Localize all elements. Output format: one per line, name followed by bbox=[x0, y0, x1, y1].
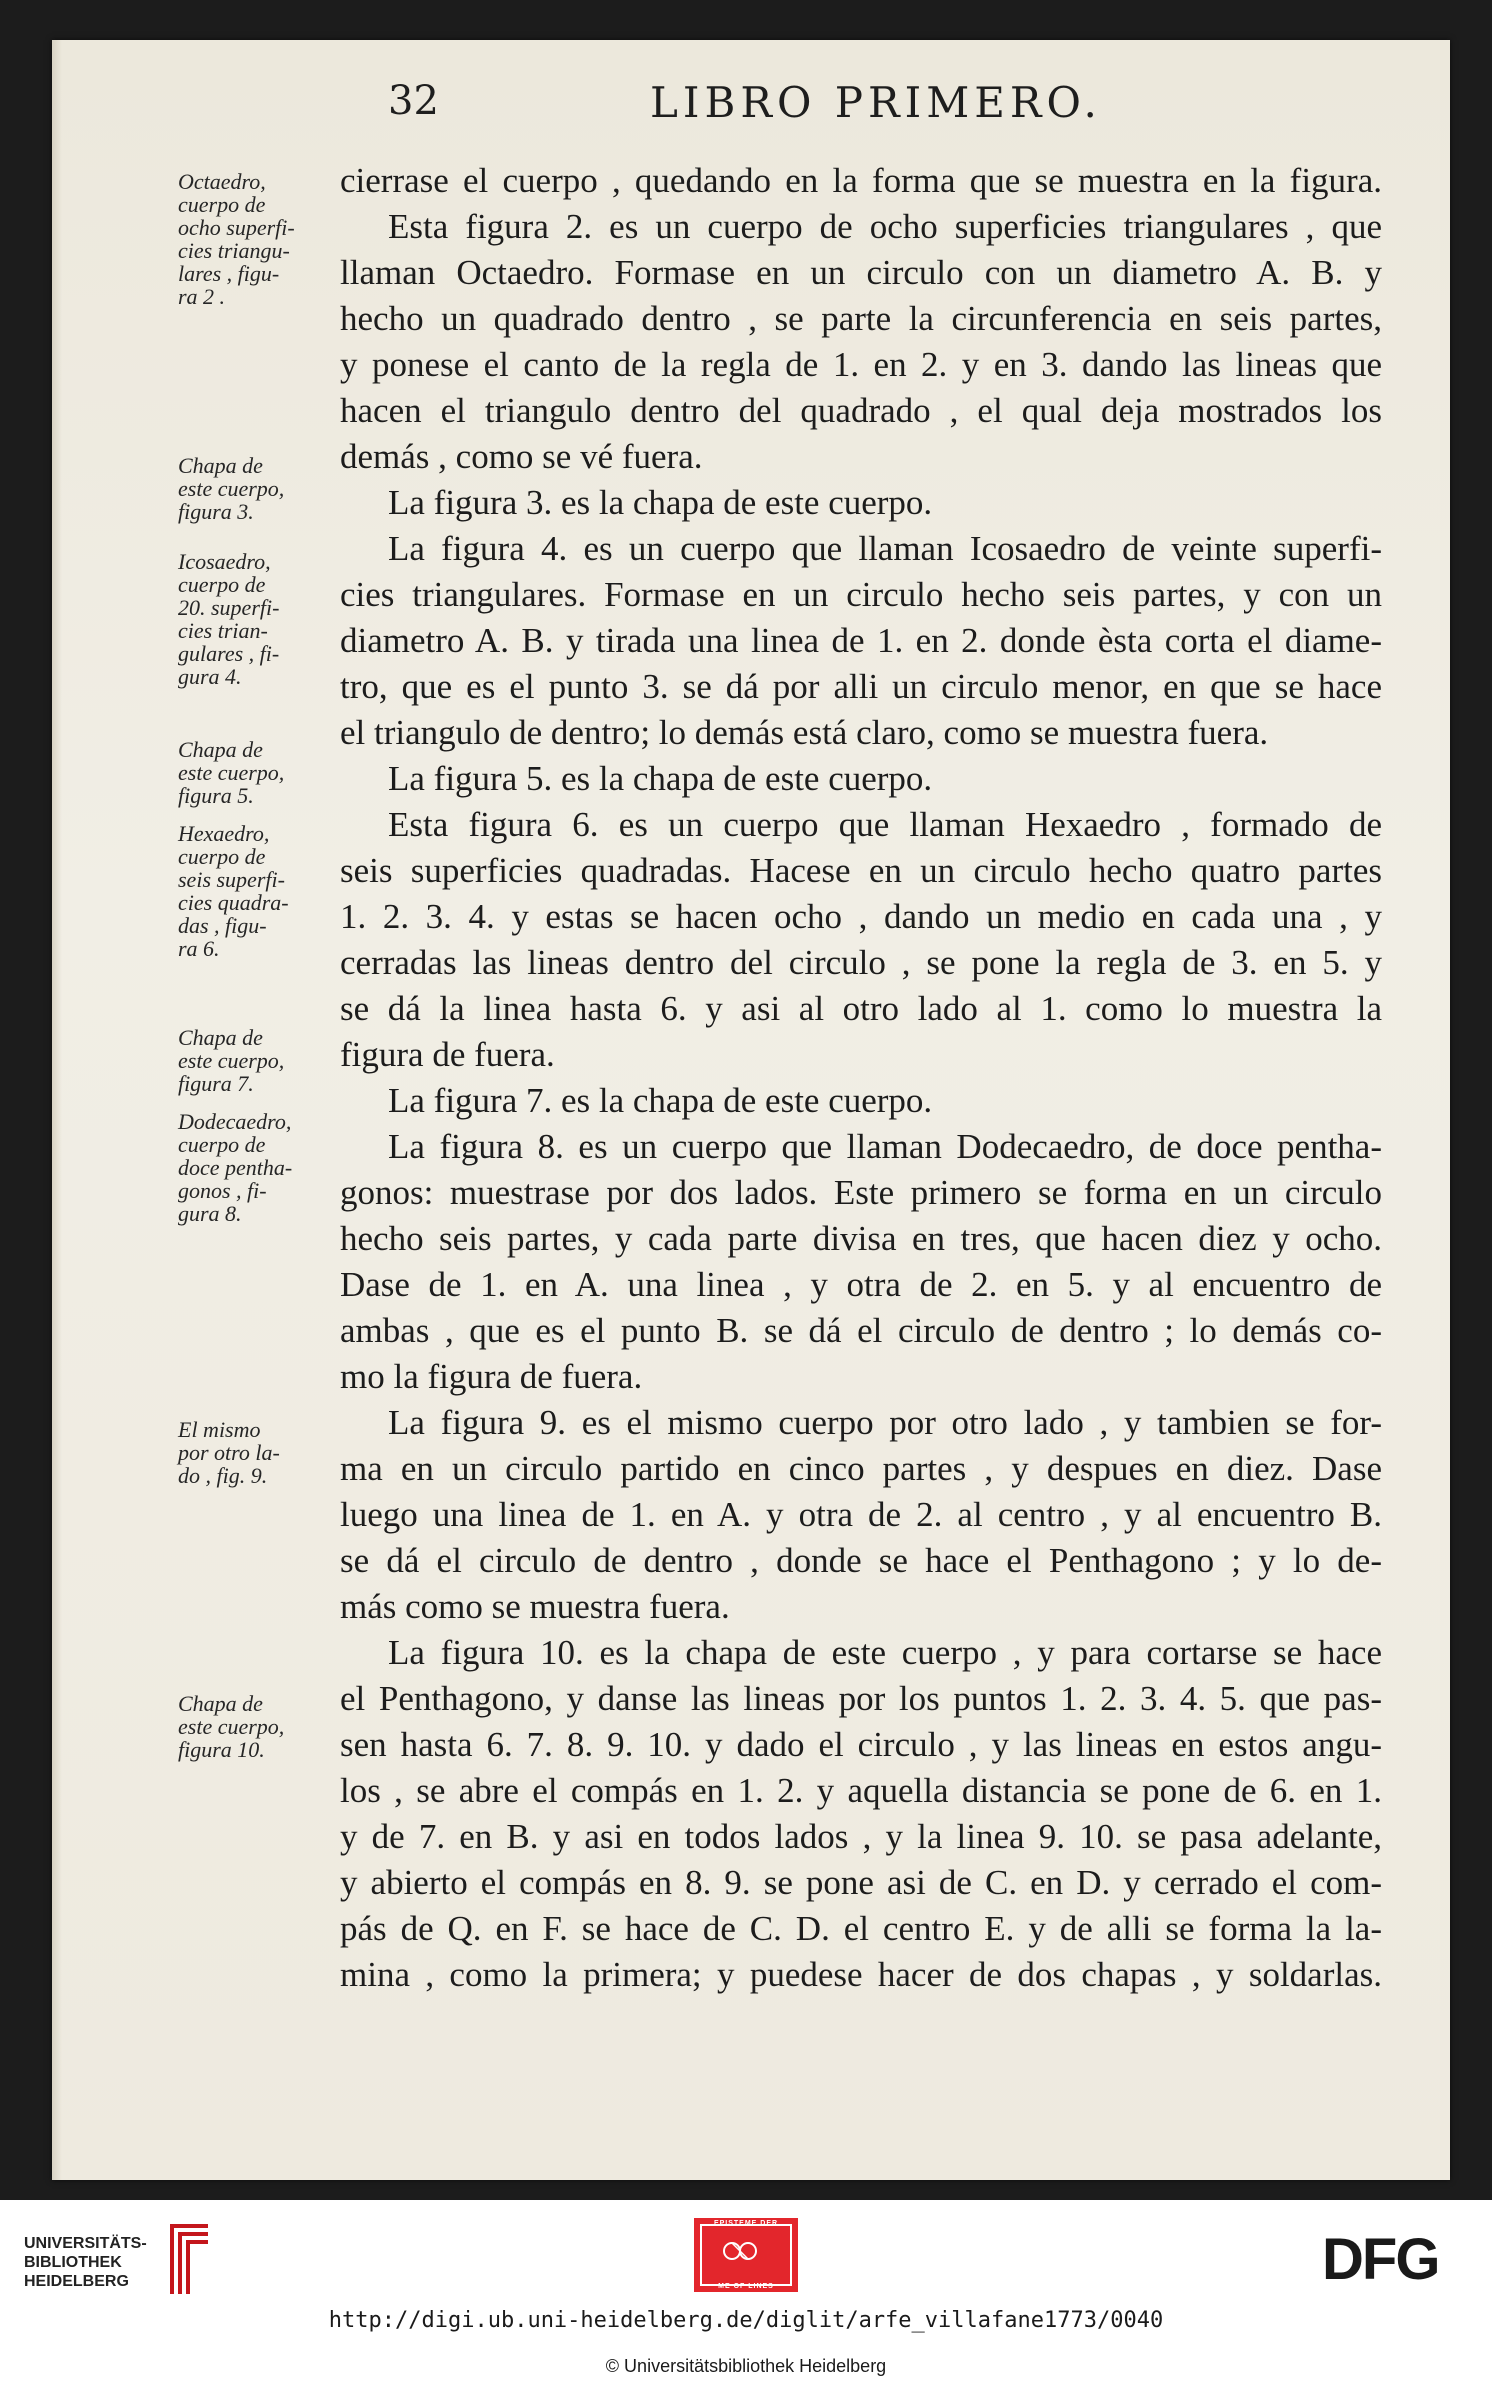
margin-note-chapa-7 bbox=[178, 1026, 324, 1095]
body-line: La figura 5. es la chapa de este cuerpo. bbox=[388, 759, 933, 798]
margin-note-mismo-otro-lado bbox=[178, 1418, 324, 1487]
margin-note-line: cies triangu- bbox=[178, 238, 290, 263]
page-number: 32 bbox=[388, 78, 439, 124]
body-line: La figura 7. es la chapa de este cuerpo. bbox=[388, 1081, 933, 1120]
margin-note-line: Dodecaedro, bbox=[178, 1109, 292, 1134]
margin-note-line: cies quadra- bbox=[178, 890, 289, 915]
margin-note-chapa-5 bbox=[178, 738, 324, 807]
body-line: más como se muestra fuera. bbox=[340, 1587, 730, 1626]
margin-note-line: este cuerpo, bbox=[178, 1048, 285, 1073]
body-line: tro, que es el punto 3. se dá por alli un circulo menor, en que se hace bbox=[340, 667, 1382, 706]
body-line: cies triangulares. Formase en un circulo hecho seis partes, y con un bbox=[340, 575, 1382, 614]
margin-note-icosaedro bbox=[178, 550, 324, 688]
body-line: cerradas las lineas dentro del circulo , se pone la regla de 3. en 5. y bbox=[340, 943, 1382, 982]
body-line: hecho un quadrado dentro , se parte la circunferencia en seis partes, bbox=[340, 299, 1382, 338]
page-gutter-shadow bbox=[52, 40, 62, 2180]
margin-note-line: Chapa de bbox=[178, 737, 263, 762]
body-line: Esta figura 2. es un cuerpo de ocho superficies triangulares , que bbox=[388, 207, 1382, 246]
margin-note-chapa-10 bbox=[178, 1692, 324, 1761]
body-line: La figura 4. es un cuerpo que llaman Icosaedro de veinte superfi- bbox=[388, 529, 1382, 568]
margin-note-line: doce pentha- bbox=[178, 1155, 293, 1180]
margin-note-octaedro bbox=[178, 170, 324, 308]
body-line: y ponese el canto de la regla de 1. en 2. y en 3. dando las lineas que bbox=[340, 345, 1382, 384]
episteme-emblem-icon bbox=[722, 2236, 758, 2266]
margin-note-line: El mismo bbox=[178, 1417, 261, 1442]
margin-note-line: das , figu- bbox=[178, 913, 267, 938]
margin-note-line: gulares , fi- bbox=[178, 641, 280, 666]
copyright-notice: © Universitätsbibliothek Heidelberg bbox=[605, 2356, 887, 2376]
running-title: LIBRO PRIMERO. bbox=[650, 78, 1102, 127]
episteme-logo-bottom-text: ME OF LINES bbox=[718, 2283, 774, 2290]
university-name bbox=[24, 2234, 147, 2291]
margin-note-line: seis superfi- bbox=[178, 867, 285, 892]
body-line: seis superficies quadradas. Hacese en un circulo hecho quatro partes bbox=[340, 851, 1382, 890]
body-line: Dase de 1. en A. una linea , y otra de 2. en 5. y al encuentro de bbox=[340, 1265, 1382, 1304]
body-line: llaman Octaedro. Formase en un circulo con un diametro A. B. y bbox=[340, 253, 1382, 292]
body-line: gonos: muestrase por dos lados. Este primero se forma en un circulo bbox=[340, 1173, 1382, 1212]
margin-note-line: gura 8. bbox=[178, 1201, 242, 1226]
university-mark-icon bbox=[166, 2216, 214, 2296]
margin-note-line: Chapa de bbox=[178, 1691, 263, 1716]
margin-note-line: este cuerpo, bbox=[178, 760, 285, 785]
body-line: hacen el triangulo dentro del quadrado , el qual deja mostrados los bbox=[340, 391, 1382, 430]
body-line: ambas , que es el punto B. se dá el circulo de dentro ; lo demás co- bbox=[340, 1311, 1382, 1350]
body-line: pás de Q. en F. se hace de C. D. el centro E. y de alli se forma la la- bbox=[340, 1909, 1382, 1948]
body-line: se dá la linea hasta 6. y asi al otro lado al 1. como lo muestra la bbox=[340, 989, 1382, 1028]
margin-note-line: ra 2 . bbox=[178, 284, 226, 309]
margin-note-line: este cuerpo, bbox=[178, 476, 285, 501]
margin-note-line: cuerpo de bbox=[178, 192, 266, 217]
margin-note-line: ra 6. bbox=[178, 936, 220, 961]
university-name-line: HEIDELBERG bbox=[24, 2273, 129, 2290]
margin-note-chapa-3 bbox=[178, 454, 324, 523]
university-library-logo[interactable] bbox=[24, 2216, 214, 2306]
margin-note-line: figura 7. bbox=[178, 1071, 254, 1096]
body-line: hecho seis partes, y cada parte divisa en tres, que hacen diez y ocho. bbox=[340, 1219, 1382, 1258]
margin-note-line: lares , figu- bbox=[178, 261, 280, 286]
margin-note-line: este cuerpo, bbox=[178, 1714, 285, 1739]
university-name-line: UNIVERSITÄTS- bbox=[24, 2235, 147, 2252]
margin-note-line: cuerpo de bbox=[178, 572, 266, 597]
body-line: mo la figura de fuera. bbox=[340, 1357, 643, 1396]
margin-note-line: cuerpo de bbox=[178, 1132, 266, 1157]
margin-note-line: figura 3. bbox=[178, 499, 254, 524]
margin-note-line: por otro la- bbox=[178, 1440, 280, 1465]
body-line: cierrase el cuerpo , quedando en la forma que se muestra en la figura. bbox=[340, 161, 1382, 200]
margin-note-line: gonos , fi- bbox=[178, 1178, 267, 1203]
margin-note-line: Octaedro, bbox=[178, 169, 266, 194]
body-line: el Penthagono, y danse las lineas por los puntos 1. 2. 3. 4. 5. que pas- bbox=[340, 1679, 1382, 1718]
margin-note-hexaedro bbox=[178, 822, 324, 960]
dfg-logo[interactable]: DFG bbox=[1322, 2227, 1439, 2292]
body-line: mina , como la primera; y puedese hacer de dos chapas , y soldarlas. bbox=[340, 1955, 1382, 1994]
margin-note-line: cies trian- bbox=[178, 618, 268, 643]
body-line: La figura 8. es un cuerpo que llaman Dodecaedro, de doce pentha- bbox=[388, 1127, 1382, 1166]
body-line: se dá el circulo de dentro , donde se hace el Penthagono ; y lo de- bbox=[340, 1541, 1382, 1580]
margin-note-line: ocho superfi- bbox=[178, 215, 295, 240]
body-line: luego una linea de 1. en A. y otra de 2. al centro , y al encuentro B. bbox=[340, 1495, 1382, 1534]
body-line: La figura 9. es el mismo cuerpo por otro lado , y tambien se for- bbox=[388, 1403, 1382, 1442]
body-line: 1. 2. 3. 4. y estas se hacen ocho , dando un medio en cada una , y bbox=[340, 897, 1382, 936]
body-line: La figura 3. es la chapa de este cuerpo. bbox=[388, 483, 933, 522]
margin-note-line: 20. superfi- bbox=[178, 595, 280, 620]
margin-note-line: Chapa de bbox=[178, 1025, 263, 1050]
body-line: el triangulo de dentro; lo demás está claro, como se muestra fuera. bbox=[340, 713, 1269, 752]
body-line: diametro A. B. y tirada una linea de 1. en 2. donde èsta corta el diame- bbox=[340, 621, 1382, 660]
body-line: La figura 10. es la chapa de este cuerpo , y para cortarse se hace bbox=[388, 1633, 1382, 1672]
body-line: Esta figura 6. es un cuerpo que llaman Hexaedro , formado de bbox=[388, 805, 1382, 844]
margin-note-line: Chapa de bbox=[178, 453, 263, 478]
margin-note-line: do , fig. 9. bbox=[178, 1463, 268, 1488]
margin-note-line: figura 10. bbox=[178, 1737, 265, 1762]
body-line: ma en un circulo partido en cinco partes , y despues en diez. Dase bbox=[340, 1449, 1382, 1488]
permalink-url[interactable]: http://digi.ub.uni-heidelberg.de/diglit/arfe_villafane1773/0040 bbox=[328, 2308, 1164, 2333]
digitization-footer bbox=[0, 2200, 1492, 2388]
body-line: los , se abre el compás en 1. 2. y aquella distancia se pone de 6. en 1. bbox=[340, 1771, 1382, 1810]
body-line: sen hasta 6. 7. 8. 9. 10. y dado el circulo , y las lineas en estos angu- bbox=[340, 1725, 1382, 1764]
margin-note-line: Hexaedro, bbox=[178, 821, 270, 846]
body-line: y de 7. en B. y asi en todos lados , y la linea 9. 10. se pasa adelante, bbox=[340, 1817, 1382, 1856]
margin-note-dodecaedro bbox=[178, 1110, 324, 1225]
margin-note-line: cuerpo de bbox=[178, 844, 266, 869]
margin-note-line: Icosaedro, bbox=[178, 549, 271, 574]
episteme-logo-top-text: EPISTEME DER bbox=[713, 2220, 779, 2227]
page-header bbox=[0, 78, 1492, 148]
margin-note-line: figura 5. bbox=[178, 783, 254, 808]
body-line: demás , como se vé fuera. bbox=[340, 437, 703, 476]
episteme-logo[interactable] bbox=[694, 2218, 798, 2292]
university-name-line: BIBLIOTHEK bbox=[24, 2254, 122, 2271]
body-line: y abierto el compás en 8. 9. se pone asi de C. en D. y cerrado el com- bbox=[340, 1863, 1382, 1902]
margin-note-line: gura 4. bbox=[178, 664, 242, 689]
body-line: figura de fuera. bbox=[340, 1035, 555, 1074]
